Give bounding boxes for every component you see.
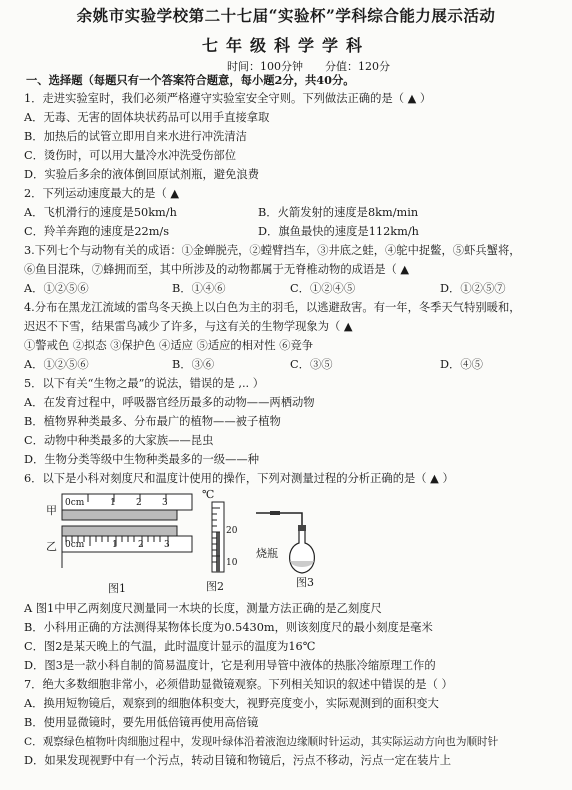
rulers-drawing [40,490,200,570]
figure-3-caption: 图3 [296,576,314,589]
exam-subtitle: 七年级科学学科 [201,36,370,55]
q1-stem: 1．走进实验室时，我们必须严格遵守实验室安全守则。下列做法正确的是（ ▲ ） [24,92,432,105]
q7-option-b: B．使用显微镜时，要先用低倍镜再使用高倍镜 [24,716,259,729]
q4-option-d: D．④⑤ [440,358,483,371]
figure-1-rulers [40,490,200,590]
thermometer-drawing [196,488,246,578]
section-heading: 一、选择题（每题只有一个答案符合题意，每小题2分，共40分。 [26,73,355,87]
q6-option-d: D．图3是一款小科自制的简易温度计，它是利用导管中液体的热胀冷缩原理工作的 [24,659,436,672]
q7-option-c: C．观察绿色植物叶肉细胞过程中，发现叶绿体沿着液泡边缘顺时针运动，其实际运动方向也为顺时针 [24,736,499,748]
q1-option-c: C．烫伤时，可以用大量冷水冲洗受伤部位 [24,149,236,162]
thermometer-label-20: 20 [226,526,238,536]
q4-option-c: C．③⑤ [290,358,333,371]
q2-stem: 2．下列运动速度最大的是（ ▲ [24,187,180,200]
q5-option-c: C．动物中种类最多的大家族——昆虫 [24,434,214,447]
figure-2-thermometer [196,488,246,578]
q5-option-d: D．生物分类等级中生物种类最多的一级——种 [24,453,259,466]
ruler-b-tick-2: 2 [138,540,144,550]
thermometer-label-10: 10 [226,558,238,568]
q7-option-d: D．如果发现视野中有一个污点，转动目镜和物镜后，污点不移动，污点一定在装片上 [24,754,452,767]
q2-option-c: C．羚羊奔跑的速度是22m/s [24,225,170,238]
q6-option-c: C．图2是某天晚上的气温，此时温度计显示的温度为16℃ [24,640,316,653]
q6-option-b: B．小科用正确的方法测得某物体长度为0.5430m，则该刻度尺的最小刻度是毫米 [24,621,433,634]
q6-option-a: A 图1中甲乙两刻度尺测量同一木块的长度，测量方法正确的是乙刻度尺 [24,602,382,615]
ruler-tick-1: 1 [110,498,116,508]
q3-stem-line1: 3.下列七个与动物有关的成语：①金蝉脱壳，②螳臂挡车，③井底之蛙，④鸵中捉鳖，⑤虾兵蟹将， [24,244,521,257]
exam-time: 时间：100分钟 [227,60,303,73]
q3-option-c: C．①②④⑤ [290,282,356,295]
q3-option-b: B．①④⑥ [172,282,226,295]
q1-option-b: B．加热后的试管立即用自来水进行冲洗清洁 [24,130,247,143]
q4-stem-line1: 4.分布在黑龙江流域的雷鸟冬天换上以白色为主的羽毛，以逃避敌害。有一年，冬季天气特别暖和， [24,301,521,314]
q4-option-b: B．③⑥ [172,358,215,371]
flask-label: 烧瓶 [256,547,278,560]
exam-title: 余姚市实验学校第二十七届“实验杯”学科综合能力展示活动 [76,6,496,25]
q2-option-a: A．飞机滑行的速度是50km/h [24,206,177,219]
q1-option-a: A．无毒、无害的固体块状药品可以用手直接拿取 [24,111,270,124]
flask-drawing [250,505,330,580]
q4-choices: ①警戒色 ②拟态 ③保护色 ④适应 ⑤适应的相对性 ⑥竞争 [24,339,314,352]
q5-stem: 5．以下有关“生物之最”的说法，错误的是 ,.. ） [24,377,265,390]
q2-option-b: B．火箭发射的速度是8km/min [258,206,419,219]
figure-3-flask [250,505,330,580]
q5-option-b: B．植物界种类最多、分布最广的植物——被子植物 [24,415,281,428]
figure-2-caption: 图2 [206,580,224,593]
degree-symbol: ℃ [202,488,215,501]
ruler-b-tick-3: 3 [164,540,170,550]
label-jia: 甲 [46,504,57,517]
q6-stem: 6．以下是小科对刻度尺和温度计使用的操作，下列对测量过程的分析正确的是（ ▲ ） [24,472,454,485]
q3-stem-line2: ⑥鱼目混珠，⑦蜂拥而至，其中所涉及的动物都属于无脊椎动物的成语是（ ▲ [24,263,410,276]
q7-stem: 7．绝大多数细胞非常小，必须借助显微镜观察。下列相关知识的叙述中错误的是（ ） [24,678,453,691]
q4-option-a: A．①②⑤⑥ [24,358,89,371]
ruler-tick-0: 0cm [65,498,85,508]
ruler-tick-3: 3 [162,498,168,508]
q3-option-a: A．①②⑤⑥ [24,282,89,295]
figure-1-caption: 图1 [108,582,126,595]
q4-stem-line2: 迟迟不下雪，结果雷鸟减少了许多，与这有关的生物学现象为（ ▲ [24,320,353,333]
q5-option-a: A．在发育过程中，呼吸器官经历最多的动物——两栖动物 [24,396,315,409]
ruler-tick-2: 2 [136,498,142,508]
q1-option-d: D．实验后多余的液体倒回原试剂瓶，避免浪费 [24,168,259,181]
q7-option-a: A．换用短物镜后，观察到的细胞体积变大，视野亮度变小，实际观测到的面积变大 [24,697,439,710]
ruler-b-tick-0: 0cm [65,540,85,550]
exam-score: 分值：120分 [325,60,390,73]
ruler-b-tick-1: 1 [112,540,118,550]
label-yi: 乙 [46,540,57,553]
q2-option-d: D．旗鱼最快的速度是112km/h [258,225,419,238]
q3-option-d: D．①②⑤⑦ [440,282,506,295]
